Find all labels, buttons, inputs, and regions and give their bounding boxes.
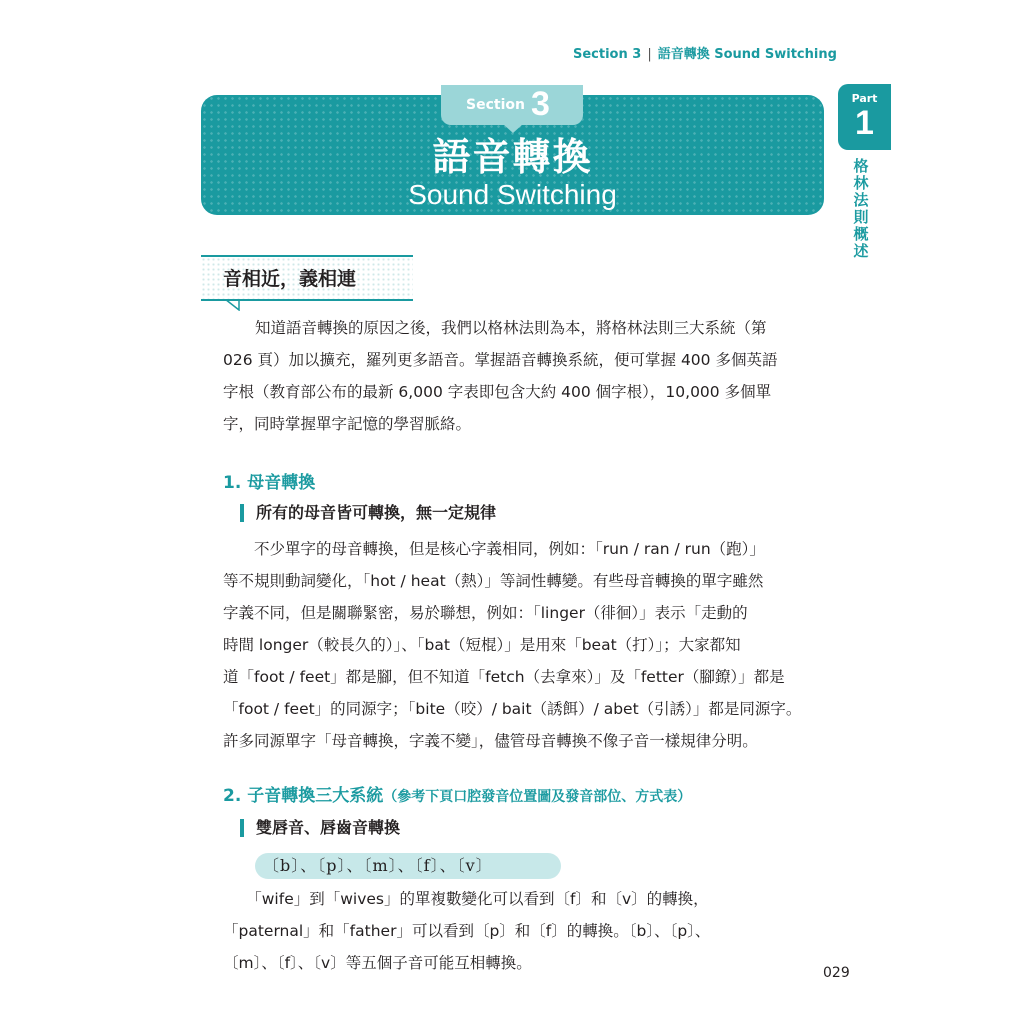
running-head-separator: | bbox=[647, 47, 652, 62]
part-vertical-title bbox=[851, 158, 871, 260]
section2-heading-note: （參考下頁口腔發音位置圖及發音部位、方式表） bbox=[383, 789, 692, 805]
section2-paragraph bbox=[223, 883, 803, 979]
part-label: Part bbox=[851, 92, 878, 105]
running-head bbox=[573, 43, 837, 62]
paragraph-line: 等不規則動詞變化，「hot / heat（熱）」等詞性轉變。有些母音轉換的單字雖然 bbox=[223, 572, 764, 590]
paragraph-line: 許多同源單字「母音轉換，字義不變」，儘管母音轉換不像子音一樣規律分明。 bbox=[223, 732, 758, 750]
section2-heading bbox=[223, 781, 691, 806]
section-tab-pointer bbox=[503, 124, 523, 133]
page-title: 語音轉換 bbox=[432, 135, 593, 179]
part-title-char: 概 bbox=[853, 225, 869, 243]
part-number: 1 bbox=[855, 104, 874, 142]
running-head-section: Section 3 bbox=[573, 47, 642, 62]
page-subtitle: Sound Switching bbox=[408, 179, 617, 210]
paragraph-line: 〔m〕、〔f〕、〔v〕等五個子音可能互相轉換。 bbox=[223, 954, 532, 972]
paragraph-line: 「wife」到「wives」的單複數變化可以看到〔f〕和〔v〕的轉換， bbox=[223, 890, 709, 908]
section-word: Section bbox=[466, 97, 525, 113]
part-title-char: 法 bbox=[853, 191, 869, 209]
paragraph-line: 026 頁）加以擴充，羅列更多語音。掌握語音轉換系統，便可掌握 400 多個英語 bbox=[223, 351, 778, 369]
section1-subheading: 所有的母音皆可轉換，無一定規律 bbox=[240, 504, 496, 522]
paragraph-line: 知道語音轉換的原因之後，我們以格林法則為本，將格林法則三大系統（第 bbox=[255, 319, 767, 337]
paragraph-line: 字，同時掌握單字記憶的學習脈絡。 bbox=[223, 415, 472, 433]
paragraph-line: 道「foot / feet」都是腳，但不知道「fetch（去拿來）」及「fetter（腳鐐）」都是 bbox=[223, 668, 785, 686]
section2-subheading: 雙唇音、唇齒音轉換 bbox=[240, 819, 400, 837]
part-title-char: 述 bbox=[853, 242, 869, 260]
paragraph-line: 「foot / feet」的同源字；「bite（咬）/ bait（誘餌）/ abet（引誘）」都是同源字。 bbox=[223, 700, 802, 718]
part-title-char: 格 bbox=[853, 157, 869, 175]
heading-pointer-icon bbox=[225, 299, 243, 311]
paragraph-line: 字義不同，但是關聯緊密，易於聯想，例如：「linger（徘徊）」表示「走動的 bbox=[223, 604, 748, 622]
intro-paragraph bbox=[223, 312, 803, 440]
phoneme-list: 〔b〕、〔p〕、〔m〕、〔f〕、〔v〕 bbox=[255, 853, 561, 879]
running-head-title: 語音轉換 Sound Switching bbox=[657, 47, 837, 62]
intro-heading: 音相近，義相連 bbox=[223, 268, 357, 290]
paragraph-line: 不少單字的母音轉換，但是核心字義相同，例如：「run / ran / run（跑）」 bbox=[223, 540, 765, 558]
part-title-char: 林 bbox=[853, 174, 869, 192]
section2-heading-text: 2. 子音轉換三大系統 bbox=[223, 786, 384, 806]
part-title-char: 則 bbox=[853, 208, 869, 226]
paragraph-line: 時間 longer（較長久的）」、「bat（短棍）」是用來「beat（打）」；大家都知 bbox=[223, 636, 741, 654]
page-number: 029 bbox=[823, 965, 850, 981]
section-number: 3 bbox=[531, 85, 550, 123]
section1-paragraph bbox=[223, 533, 803, 757]
paragraph-line: 字根（教育部公布的最新 6,000 字表即包含大約 400 個字根），10,000 多個單 bbox=[223, 383, 772, 401]
section1-heading: 1. 母音轉換 bbox=[223, 473, 316, 493]
paragraph-line: 「paternal」和「father」可以看到〔p〕和〔f〕的轉換。〔b〕、〔p〕、 bbox=[223, 922, 711, 940]
part-tab bbox=[838, 84, 891, 150]
